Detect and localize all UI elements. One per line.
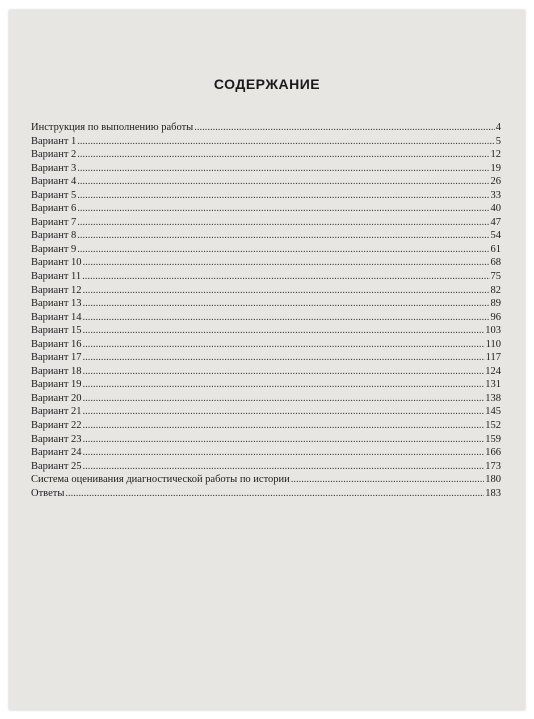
toc-entry-label: Вариант 2	[31, 149, 77, 161]
toc-entry-page-number: 4	[495, 122, 501, 133]
toc-dot-leader	[83, 297, 490, 311]
toc-dot-leader	[83, 324, 485, 338]
toc-entry-label: Вариант 1	[31, 135, 77, 147]
toc-entry	[31, 473, 501, 487]
toc-entry-page-number: 40	[490, 203, 501, 215]
toc-entry-page-number: 19	[490, 162, 501, 174]
toc-entry-page-number: 75	[490, 271, 501, 283]
toc-entry	[31, 365, 501, 379]
toc-dot-leader	[83, 419, 485, 433]
toc-entry-label: Вариант 22	[31, 420, 82, 432]
toc-dot-leader	[83, 405, 485, 419]
toc-entry-label: Система оценивания диагностической работы по истории	[31, 474, 290, 486]
toc-dot-leader	[83, 460, 485, 474]
toc-entry-label: Вариант 6	[31, 203, 77, 215]
toc-entry	[31, 189, 501, 203]
toc-entry-label: Вариант 10	[31, 257, 82, 269]
toc-entry-page-number: 166	[485, 447, 501, 459]
toc-entry-page-number: 54	[490, 230, 501, 242]
toc-entry-label: Вариант 25	[31, 460, 82, 472]
table-of-contents	[31, 121, 501, 500]
toc-entry-label: Вариант 23	[31, 433, 82, 445]
toc-entry-page-number: 82	[490, 284, 501, 296]
toc-entry-page-number: 5	[495, 135, 501, 147]
toc-entry-label: Вариант 3	[31, 162, 77, 174]
toc-entry-label: Вариант 11	[31, 271, 82, 283]
toc-entry-label: Ответы	[31, 487, 65, 499]
toc-dot-leader	[83, 365, 485, 379]
toc-entry-label: Вариант 14	[31, 311, 82, 323]
document-page	[9, 10, 525, 710]
toc-entry	[31, 446, 501, 460]
toc-entry-page-number: 26	[490, 176, 501, 188]
toc-entry-page-number: 33	[490, 189, 501, 201]
toc-dot-leader	[83, 338, 485, 352]
toc-entry	[31, 297, 501, 311]
toc-dot-leader	[83, 284, 490, 298]
toc-entry	[31, 229, 501, 243]
toc-entry-label: Вариант 16	[31, 338, 82, 350]
toc-entry-page-number: 124	[485, 365, 501, 377]
toc-entry-label: Вариант 12	[31, 284, 82, 296]
toc-entry	[31, 162, 501, 176]
toc-entry-page-number: 159	[485, 433, 501, 445]
toc-dot-leader	[83, 256, 490, 270]
toc-entry-label: Вариант 15	[31, 325, 82, 337]
toc-entry-label: Вариант 8	[31, 230, 77, 242]
toc-entry-label: Вариант 7	[31, 216, 77, 228]
toc-dot-leader	[77, 148, 489, 162]
page-title: СОДЕРЖАНИЕ	[213, 76, 321, 92]
toc-entry	[31, 311, 501, 325]
toc-dot-leader	[77, 216, 489, 230]
toc-entry	[31, 392, 501, 406]
toc-entry	[31, 324, 501, 338]
toc-entry	[31, 202, 501, 216]
toc-entry-page-number: 96	[490, 311, 501, 323]
toc-entry-label: Вариант 21	[31, 406, 82, 418]
toc-entry	[31, 148, 501, 162]
toc-entry	[31, 256, 501, 270]
toc-dot-leader	[77, 189, 489, 203]
toc-entry-page-number: 103	[485, 325, 501, 337]
toc-entry-page-number: 110	[485, 338, 501, 350]
toc-entry	[31, 121, 501, 135]
toc-entry-page-number: 89	[490, 298, 501, 310]
toc-entry	[31, 487, 501, 501]
toc-entry-page-number: 145	[485, 406, 501, 418]
toc-dot-leader	[77, 135, 494, 149]
toc-dot-leader	[77, 175, 489, 189]
toc-entry	[31, 351, 501, 365]
toc-entry-page-number: 152	[485, 420, 501, 432]
toc-entry-label: Вариант 17	[31, 352, 82, 364]
toc-entry-label: Вариант 24	[31, 447, 82, 459]
toc-entry-label: Вариант 19	[31, 379, 82, 391]
toc-dot-leader	[83, 378, 485, 392]
toc-entry	[31, 175, 501, 189]
toc-entry-page-number: 138	[485, 392, 501, 404]
toc-dot-leader	[82, 270, 489, 284]
toc-entry	[31, 338, 501, 352]
toc-entry-label: Вариант 20	[31, 392, 82, 404]
toc-dot-leader	[83, 392, 485, 406]
toc-entry	[31, 419, 501, 433]
toc-entry	[31, 433, 501, 447]
toc-entry-label: Вариант 13	[31, 298, 82, 310]
toc-entry	[31, 460, 501, 474]
toc-entry-label: Вариант 4	[31, 176, 77, 188]
toc-entry	[31, 378, 501, 392]
toc-entry-label: Вариант 18	[31, 365, 82, 377]
toc-dot-leader	[83, 446, 485, 460]
toc-dot-leader	[77, 243, 489, 257]
toc-entry-label: Вариант 5	[31, 189, 77, 201]
toc-entry-page-number: 180	[485, 474, 501, 486]
toc-entry-page-number: 117	[485, 352, 501, 364]
toc-entry	[31, 405, 501, 419]
toc-entry-page-number: 173	[485, 460, 501, 472]
toc-dot-leader	[77, 229, 489, 243]
toc-entry-page-number: 131	[485, 379, 501, 391]
toc-entry-page-number: 61	[490, 243, 501, 255]
toc-dot-leader	[291, 473, 484, 487]
toc-dot-leader	[194, 121, 495, 135]
toc-entry-label: Инструкция по выполнению работы	[31, 122, 194, 133]
toc-entry-page-number: 12	[490, 149, 501, 161]
toc-dot-leader	[77, 202, 489, 216]
toc-entry	[31, 284, 501, 298]
toc-entry	[31, 270, 501, 284]
toc-dot-leader	[83, 433, 485, 447]
toc-entry	[31, 243, 501, 257]
toc-dot-leader	[77, 162, 489, 176]
toc-entry-page-number: 183	[485, 487, 501, 499]
toc-entry-page-number: 68	[490, 257, 501, 269]
toc-entry	[31, 135, 501, 149]
toc-entry	[31, 216, 501, 230]
toc-dot-leader	[65, 487, 484, 501]
toc-entry-page-number: 47	[490, 216, 501, 228]
toc-entry-label: Вариант 9	[31, 243, 77, 255]
toc-dot-leader	[83, 351, 485, 365]
toc-dot-leader	[83, 311, 490, 325]
